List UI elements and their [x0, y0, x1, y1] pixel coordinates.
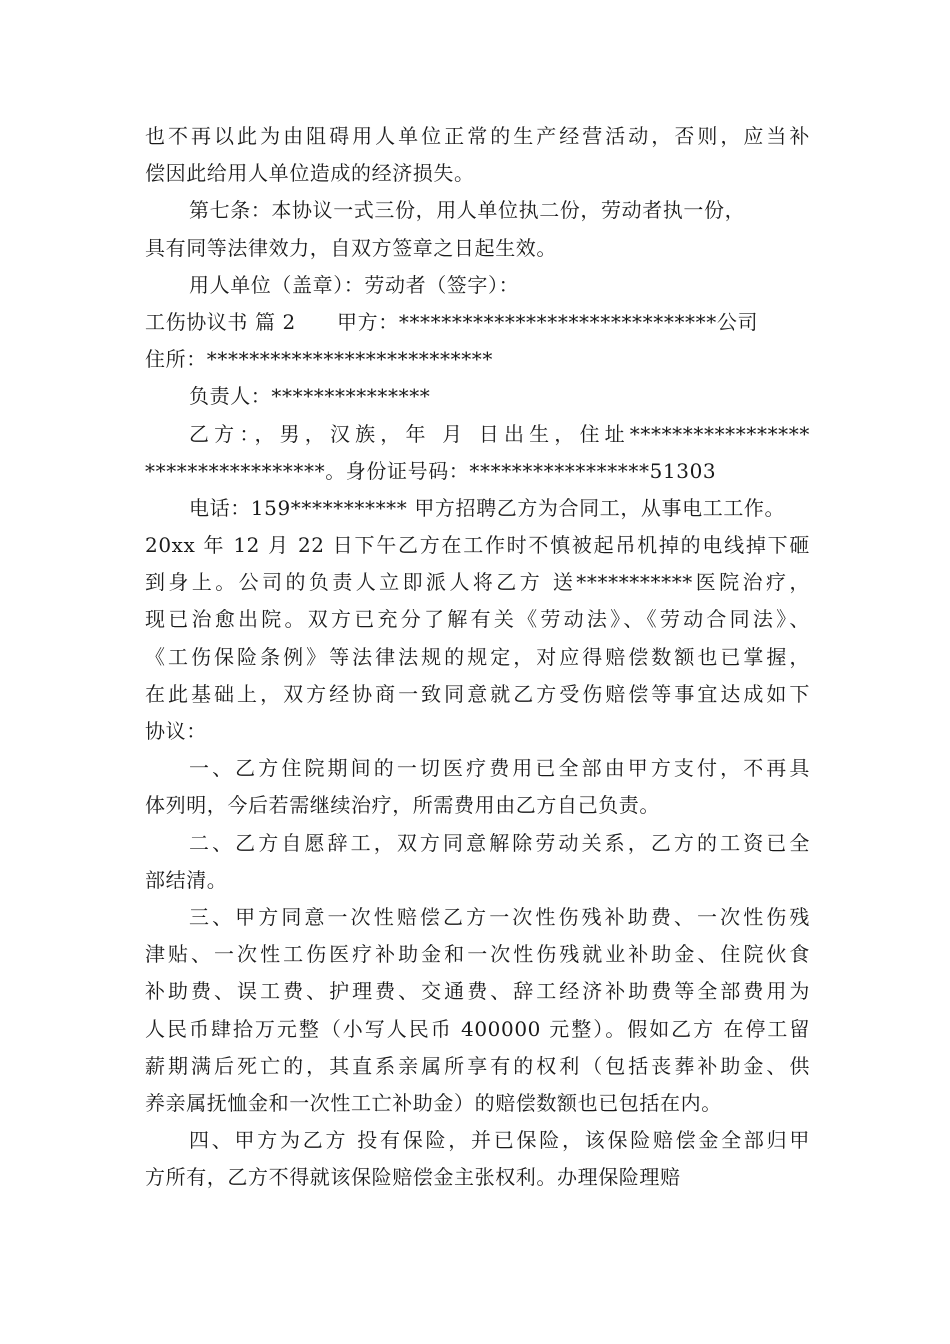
text-line: 用人单位（盖章）：劳动者（签字）：: [189, 272, 520, 297]
text-line: 三、甲方同意一次性赔偿乙方一次性伤残补助费、一次性伤残: [189, 904, 810, 929]
text-line: 《工伤保险条例》等法律法规的规定，对应得赔偿数额也已掌握，: [145, 644, 810, 669]
text-line: 补助费、误工费、护理费、交通费、辞工经济补助费等全部费用为: [145, 979, 810, 1004]
text-line: 到身上。公司的负责人立即派人将乙方 送***********医院治疗，: [145, 570, 810, 595]
text-line: 住所：***************************: [145, 347, 493, 372]
text-line: 也不再以此为由阻碍用人单位正常的生产经营活动，否则，应当补: [145, 124, 810, 148]
text-line: 乙方：，男，汉族，年 月 日出生，住址*****************: [189, 421, 810, 446]
text-line: 工伤协议书 篇 2 甲方：******************************公司: [145, 309, 759, 334]
text-line: 津贴、一次性工伤医疗补助金和一次性伤残就业补助金、住院伙食: [145, 942, 810, 967]
text-line: 电话：159*********** 甲方招聘乙方为合同工，从事电工工作。: [189, 495, 786, 520]
text-line: 协议：: [145, 719, 207, 743]
text-line: 现已治愈出院。双方已充分了解有关《劳动法》、《劳动合同法》、: [145, 607, 810, 632]
text-line: 方所有，乙方不得就该保险赔偿金主张权利。办理保险理赔: [145, 1165, 681, 1190]
document-page: [145, 118, 810, 1196]
text-line: 二、乙方自愿辞工，双方同意解除劳动关系，乙方的工资已全: [189, 830, 810, 855]
text-line: 20xx 年 12 月 22 日下午乙方在工作时不慎被起吊机掉的电线掉下砸: [145, 533, 810, 558]
text-line: 在此基础上，双方经协商一致同意就乙方受伤赔偿等事宜达成如下: [145, 681, 810, 706]
text-line: 薪期满后死亡的，其直系亲属所享有的权利（包括丧葬补助金、供: [145, 1053, 810, 1078]
text-line: 部结清。: [145, 867, 228, 892]
text-line: 负责人：***************: [189, 384, 431, 409]
text-line: 体列明，今后若需继续治疗，所需费用由乙方自己负责。: [145, 793, 660, 818]
text-line: 四、甲方为乙方 投有保险，并已保险，该保险赔偿金全部归甲: [189, 1128, 810, 1153]
text-line: 养亲属抚恤金和一次性工亡补助金）的赔偿数额也已包括在内。: [145, 1090, 722, 1115]
text-line: 人民币肆拾万元整（小写人民币 400000 元整）。假如乙方 在停工留: [145, 1016, 810, 1041]
text-line: 具有同等法律效力，自双方签章之日起生效。: [145, 235, 557, 260]
text-line: 偿因此给用人单位造成的经济损失。: [145, 161, 475, 186]
text-line: 一、乙方住院期间的一切医疗费用已全部由甲方支付，不再具: [189, 756, 810, 781]
text-line: *****************。身份证号码：*****************51303: [145, 458, 717, 483]
text-line: 第七条：本协议一式三份，用人单位执二份，劳动者执一份，: [189, 198, 746, 223]
